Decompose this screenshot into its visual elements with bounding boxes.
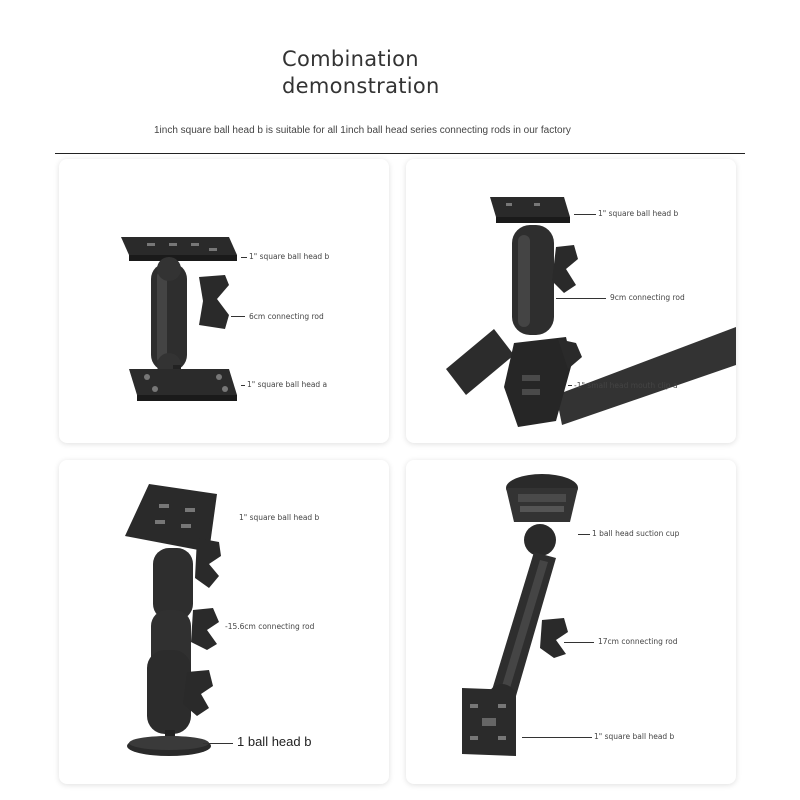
title-line-2: demonstration — [282, 74, 440, 98]
part-label: -1" small head mouth clip a — [574, 381, 678, 390]
part-label: 1" square ball head b — [239, 513, 320, 522]
part-label: 1 ball head b — [237, 734, 312, 749]
mount-illustration-1 — [59, 159, 389, 443]
product-card-4 — [406, 460, 736, 784]
product-card-1 — [59, 159, 389, 443]
part-label: 1 ball head suction cup — [592, 529, 680, 538]
leader-line — [522, 737, 592, 738]
part-label: 1" square ball head b — [249, 252, 330, 261]
part-label: 6cm connecting rod — [249, 312, 324, 321]
leader-line — [578, 534, 590, 535]
page-subtitle: 1inch square ball head b is suitable for all 1inch ball head series connecting rods in our factory — [154, 125, 571, 136]
page-title — [282, 46, 440, 100]
leader-line — [241, 385, 245, 386]
leader-line — [231, 316, 245, 317]
title-line-1: Combination — [282, 47, 419, 71]
part-label: 17cm connecting rod — [598, 637, 678, 646]
part-label: 1" square ball head b — [594, 732, 675, 741]
part-label: 1" square ball head a — [247, 380, 328, 389]
mount-illustration-4 — [406, 460, 736, 784]
leader-line — [574, 214, 596, 215]
product-card-3 — [59, 460, 389, 784]
leader-line — [203, 743, 233, 744]
mount-illustration-3 — [59, 460, 389, 784]
leader-line — [568, 385, 572, 386]
leader-line — [564, 642, 594, 643]
header-divider — [55, 153, 745, 154]
mount-illustration-2 — [406, 159, 736, 443]
part-label: 9cm connecting rod — [610, 293, 685, 302]
product-card-2 — [406, 159, 736, 443]
leader-line — [241, 257, 247, 258]
part-label: -15.6cm connecting rod — [225, 622, 315, 631]
part-label: 1" square ball head b — [598, 209, 679, 218]
leader-line — [556, 298, 606, 299]
